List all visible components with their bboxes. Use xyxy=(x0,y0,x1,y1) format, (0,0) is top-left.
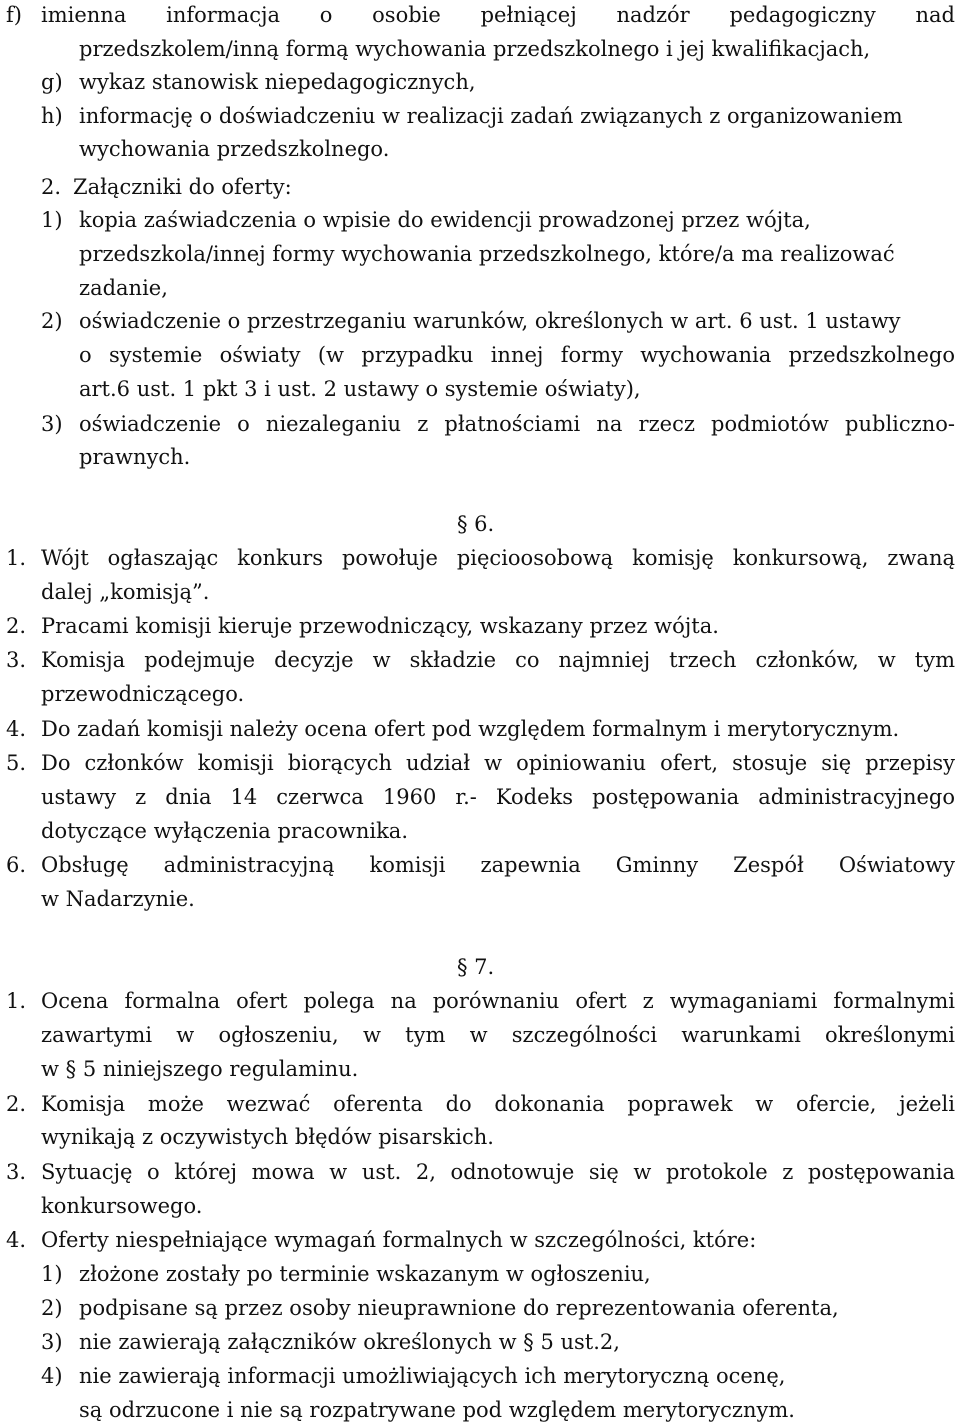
item-text: Obsługę administracyjną komisji zapewnia Gminny Zespół Oświatowy xyxy=(41,853,955,877)
item-marker: 2) xyxy=(41,309,63,333)
item-text: zadanie, xyxy=(79,276,168,300)
item-marker: 1. xyxy=(6,989,27,1013)
item-text: w § 5 niniejszego regulaminu. xyxy=(41,1057,359,1081)
item-text: wykaz stanowisk niepedagogicznych, xyxy=(79,70,476,94)
item-marker: 2) xyxy=(41,1296,63,1320)
item-marker: 2. xyxy=(41,175,62,199)
item-text: art.6 ust. 1 pkt 3 i ust. 2 ustawy o systemie oświaty), xyxy=(79,377,641,401)
item-text: oświadczenie o niezaleganiu z płatnościami na rzecz podmiotów publiczno- xyxy=(79,412,955,436)
item-text: podpisane są przez osoby nieuprawnione do reprezentowania oferenta, xyxy=(79,1296,839,1320)
item-marker: 6. xyxy=(6,853,27,877)
item-text: dalej „komisją”. xyxy=(41,580,210,604)
item-text: dotyczące wyłączenia pracownika. xyxy=(41,819,408,843)
section-heading-7: § 7. xyxy=(457,955,495,979)
item-marker: 5. xyxy=(6,751,27,775)
item-text: ustawy z dnia 14 czerwca 1960 r.- Kodeks postępowania administracyjnego xyxy=(41,785,955,809)
item-text: imienna informacja o osobie pełniącej nadzór pedagogiczny nad xyxy=(41,3,955,27)
item-marker: h) xyxy=(41,104,63,128)
item-text: Oferty niespełniające wymagań formalnych w szczególności, które: xyxy=(41,1228,757,1252)
section-heading-6: § 6. xyxy=(457,512,495,536)
item-text: o systemie oświaty (w przypadku innej formy wychowania przedszkolnego xyxy=(79,343,955,367)
item-text: oświadczenie o przestrzeganiu warunków, określonych w art. 6 ust. 1 ustawy xyxy=(79,309,901,333)
item-text: są odrzucone i nie są rozpatrywane pod względem merytorycznym. xyxy=(79,1398,795,1422)
item-text: Sytuację o której mowa w ust. 2, odnotowuje się w protokole z postępowania xyxy=(41,1160,955,1184)
item-marker: 3) xyxy=(41,412,63,436)
item-marker: 1. xyxy=(6,546,27,570)
item-text: nie zawierają informacji umożliwiających ich merytoryczną ocenę, xyxy=(79,1364,786,1388)
item-text: Komisja podejmuje decyzje w składzie co najmniej trzech członków, w tym xyxy=(41,648,955,672)
item-marker: 2. xyxy=(6,1092,27,1116)
item-text: zawartymi w ogłoszeniu, w tym w szczególności warunkami określonymi xyxy=(41,1023,955,1047)
item-text: Komisja może wezwać oferenta do dokonania poprawek w ofercie, jeżeli xyxy=(41,1092,955,1116)
item-text: wynikają z oczywistych błędów pisarskich. xyxy=(41,1125,494,1149)
item-marker: f) xyxy=(6,3,22,27)
item-text: informację o doświadczeniu w realizacji zadań związanych z organizowaniem xyxy=(79,104,903,128)
item-text: w Nadarzynie. xyxy=(41,887,195,911)
item-marker: 4. xyxy=(6,1228,27,1252)
item-marker: g) xyxy=(41,70,63,94)
item-text: Ocena formalna ofert polega na porównaniu ofert z wymaganiami formalnymi xyxy=(41,989,955,1013)
item-marker: 2. xyxy=(6,614,27,638)
item-text: Do członków komisji biorących udział w opiniowaniu ofert, stosuje się przepisy xyxy=(41,751,955,775)
item-text: przewodniczącego. xyxy=(41,682,245,706)
item-marker: 1) xyxy=(41,1262,63,1286)
item-text: konkursowego. xyxy=(41,1194,203,1218)
item-text: prawnych. xyxy=(79,445,191,469)
item-text: złożone zostały po terminie wskazanym w ogłoszeniu, xyxy=(79,1262,651,1286)
item-text: Pracami komisji kieruje przewodniczący, wskazany przez wójta. xyxy=(41,614,719,638)
item-marker: 4. xyxy=(6,717,27,741)
item-marker: 3. xyxy=(6,1160,27,1184)
item-text: Wójt ogłaszając konkurs powołuje pięcioosobową komisję konkursową, zwaną xyxy=(41,546,955,570)
item-marker: 3. xyxy=(6,648,27,672)
item-text: nie zawierają załączników określonych w § 5 ust.2, xyxy=(79,1330,620,1354)
item-text: wychowania przedszkolnego. xyxy=(79,137,390,161)
item-text: kopia zaświadczenia o wpisie do ewidencji prowadzonej przez wójta, xyxy=(79,208,811,232)
item-marker: 4) xyxy=(41,1364,63,1388)
item-marker: 1) xyxy=(41,208,63,232)
item-text: przedszkola/innej formy wychowania przedszkolnego, które/a ma realizować xyxy=(79,242,895,266)
item-marker: 3) xyxy=(41,1330,63,1354)
item-text: Do zadań komisji należy ocena ofert pod względem formalnym i merytorycznym. xyxy=(41,717,900,741)
item-text: przedszkolem/inną formą wychowania przedszkolnego i jej kwalifikacjach, xyxy=(79,37,871,61)
item-text: Załączniki do oferty: xyxy=(73,175,292,199)
